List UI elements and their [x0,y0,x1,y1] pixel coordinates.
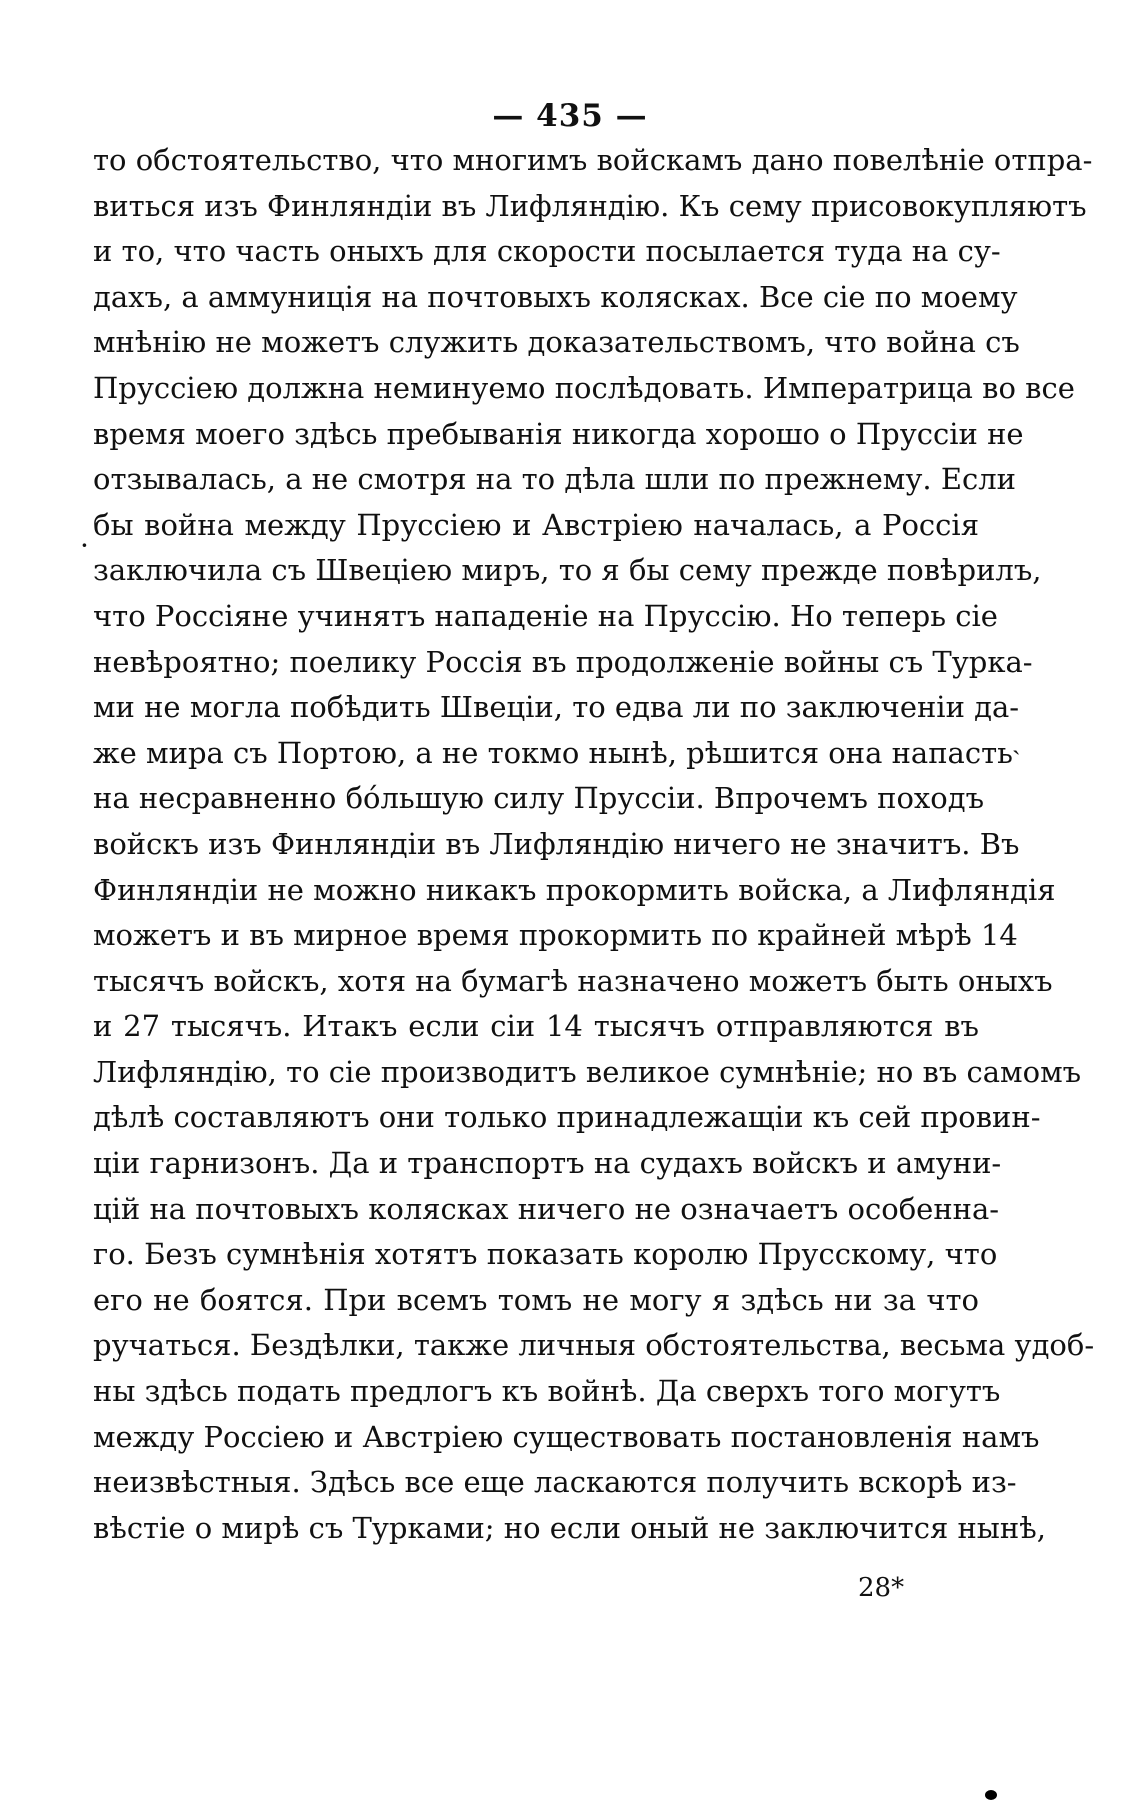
text-line: войскъ изъ Финляндіи въ Лифляндію ничего не значитъ. Въ [93,826,1020,861]
text-line: время моего здѣсь пребыванія никогда хорошо о Пруссіи не [93,416,1024,451]
text-line: же мира съ Портою, а не токмо нынѣ, рѣшится она напасть [93,735,1013,770]
text-line: отзывалась, а не смотря на то дѣла шли по прежнему. Если [93,462,1017,497]
text-line: го. Безъ сумнѣнія хотятъ показать королю Прусскому, что [93,1237,998,1272]
text-line: на несравненно бóльшую силу Пруссіи. Впрочемъ походъ [93,781,985,816]
page-number: — 435 — [492,98,648,134]
signature-mark: 28* [858,1573,905,1603]
text-line: бы война между Пруссіею и Австріею началась, а Россія [93,507,979,542]
text-line: Финляндіи не можно никакъ прокормить войска, а Лифляндія [93,872,1056,907]
text-line: можетъ и въ мирное время прокормить по крайней мѣрѣ 14 [93,918,1018,953]
text-line: что Россіяне учинятъ нападеніе на Пруссію. Но теперь сіе [93,598,998,633]
text-line: между Россіею и Австріею существовать постановленія намъ [93,1419,1040,1454]
text-line: ми не могла побѣдить Швеціи, то едва ли по заключеніи да- [93,690,1020,725]
text-line: виться изъ Финляндіи въ Лифляндію. Къ сему присовокупляютъ [93,188,1087,223]
body-text [93,138,1095,1551]
text-line: дѣлѣ составляютъ они только принадлежащіи къ сей провин- [93,1100,1041,1135]
text-line: вѣстіе о мирѣ съ Турками; но если оный не заключится нынѣ, [93,1510,1046,1545]
text-line: тысячъ войскъ, хотя на бумагѣ назначено можетъ быть оныхъ [93,963,1053,998]
text-line: Лифляндію, то сіе производитъ великое сумнѣніе; но въ самомъ [93,1054,1082,1089]
text-line: и то, что часть оныхъ для скорости посылается туда на су- [93,234,1001,269]
text-line: мнѣнію не можетъ служить доказательствомъ, что война съ [93,325,1020,360]
text-line: Пруссіею должна неминуемо послѣдовать. Императрица во все [93,370,1075,405]
text-line: то обстоятельство, что многимъ войскамъ дано повелѣніе отпра- [93,143,1093,177]
text-line: его не боятся. При всемъ томъ не могу я здѣсь ни за что [93,1282,979,1317]
text-line: ны здѣсь подать предлогъ къ войнѣ. Да сверхъ того могутъ [93,1374,1001,1409]
ink-spot [985,1790,997,1800]
margin-mark: ˎ [1012,726,1021,756]
text-line: дахъ, а аммуниція на почтовыхъ колясках. Все сіе по моему [93,279,1018,314]
text-line: заключила съ Швеціею миръ, то я бы сему прежде повѣрилъ, [93,553,1042,588]
text-line: и 27 тысячъ. Итакъ если сіи 14 тысячъ отправляются въ [93,1009,979,1044]
text-line: неизвѣстныя. Здѣсь все еще ласкаются получить вскорѣ из- [93,1465,1017,1500]
text-line: ціи гарнизонъ. Да и транспортъ на судахъ войскъ и амуни- [93,1146,1002,1181]
margin-mark: · [80,529,89,562]
text-line: ручаться. Бездѣлки, также личныя обстоятельства, весьма удоб- [93,1328,1095,1363]
text-line: цій на почтовыхъ колясках ничего не означаетъ особенна- [93,1191,1000,1226]
text-line: невѣроятно; поелику Россія въ продолженіе войны съ Турка- [93,644,1033,679]
